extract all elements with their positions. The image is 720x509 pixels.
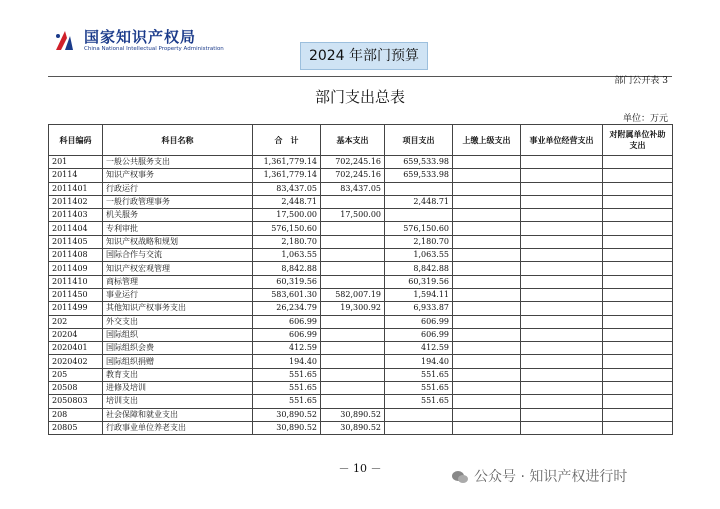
table-cell [453,421,521,434]
table-cell [603,209,673,222]
table-cell: 专利审批 [103,222,253,235]
table-cell [385,408,453,421]
table-cell: 20114 [49,169,103,182]
table-cell: 30,890.52 [253,421,321,434]
table-cell [521,156,603,169]
table-cell [453,408,521,421]
table-cell [521,315,603,328]
table-cell [321,328,385,341]
table-cell: 国际组织 [103,328,253,341]
table-cell [453,209,521,222]
table-cell: 20805 [49,421,103,434]
table-cell: 205 [49,368,103,381]
table-cell [521,209,603,222]
table-row [49,249,673,262]
table-cell [603,169,673,182]
table-cell: 国际合作与交流 [103,249,253,262]
wechat-watermark [452,466,627,486]
table-cell: 2011408 [49,249,103,262]
table-cell [603,288,673,301]
table-cell: 60,319.56 [385,275,453,288]
watermark-text: 公众号 · 知识产权进行时 [474,469,628,485]
table-cell: 商标管理 [103,275,253,288]
table-cell: 60,319.56 [253,275,321,288]
table-cell: 201 [49,156,103,169]
table-row [49,382,673,395]
table-cell: 83,437.05 [321,182,385,195]
table-cell: 606.99 [253,328,321,341]
table-cell [453,355,521,368]
table-cell [603,382,673,395]
table-cell: 194.40 [253,355,321,368]
table-cell [603,342,673,355]
table-cell: 机关服务 [103,209,253,222]
table-cell: 教育支出 [103,368,253,381]
table-cell [453,195,521,208]
table-cell: 576,150.60 [385,222,453,235]
table-row [49,275,673,288]
table-cell: 412.59 [253,342,321,355]
table-cell: 2,448.71 [253,195,321,208]
table-cell [521,288,603,301]
expenditure-table [48,124,673,435]
table-cell [453,328,521,341]
table-cell: 2011450 [49,288,103,301]
table-cell: 知识产权战略和规划 [103,235,253,248]
table-row [49,169,673,182]
table-cell: 6,933.87 [385,302,453,315]
table-cell: 551.65 [385,395,453,408]
table-cell: 551.65 [253,395,321,408]
table-cell [603,315,673,328]
table-cell: 606.99 [385,315,453,328]
table-row [49,355,673,368]
table-cell: 551.65 [385,382,453,395]
table-cell: 国际组织捐赠 [103,355,253,368]
table-cell [321,222,385,235]
table-cell: 17,500.00 [321,209,385,222]
table-cell: 培训支出 [103,395,253,408]
table-cell [453,315,521,328]
table-row [49,222,673,235]
table-cell [453,302,521,315]
table-cell [603,355,673,368]
table-cell: 30,890.52 [253,408,321,421]
table-cell: 19,300.92 [321,302,385,315]
logo-text-cn: 国家知识产权局 [84,28,197,46]
table-header-row [49,125,673,156]
table-cell [521,328,603,341]
table-cell [521,408,603,421]
table-cell [603,195,673,208]
table-cell: 行政运行 [103,182,253,195]
table-cell [453,342,521,355]
unit-label: 单位：万元 [622,114,668,124]
table-cell: 一般行政管理事务 [103,195,253,208]
table-cell: 659,533.98 [385,169,453,182]
table-cell [521,262,603,275]
table-cell [321,382,385,395]
table-cell [321,275,385,288]
table-cell: 551.65 [253,382,321,395]
table-cell [321,315,385,328]
table-cell: 国际组织会费 [103,342,253,355]
table-cell: 2011499 [49,302,103,315]
form-number: 部门公开表 3 [614,76,668,86]
table-cell: 606.99 [385,328,453,341]
table-cell: 1,361,779.14 [253,156,321,169]
table-row [49,408,673,421]
table-cell [321,249,385,262]
table-cell: 1,594.11 [385,288,453,301]
table-cell [321,342,385,355]
column-header: 科目编码 [49,125,103,156]
table-cell [603,395,673,408]
table-cell: 1,063.55 [253,249,321,262]
column-header: 上缴上级支出 [453,125,521,156]
table-cell: 20204 [49,328,103,341]
page-title: 部门支出总表 [314,88,405,106]
table-cell: 2020401 [49,342,103,355]
table-row [49,288,673,301]
table-cell [521,342,603,355]
table-cell [603,368,673,381]
table-cell: 551.65 [385,368,453,381]
table-cell: 83,437.05 [253,182,321,195]
table-cell [521,275,603,288]
table-cell [453,262,521,275]
table-cell [603,235,673,248]
column-header: 事业单位经营支出 [521,125,603,156]
table-row [49,342,673,355]
table-cell [603,156,673,169]
table-cell [603,408,673,421]
table-cell [603,328,673,341]
table-cell: 576,150.60 [253,222,321,235]
table-cell: 582,007.19 [321,288,385,301]
table-cell: 社会保障和就业支出 [103,408,253,421]
table-cell [521,368,603,381]
table-cell: 20508 [49,382,103,395]
table-cell [385,421,453,434]
column-header: 基本支出 [321,125,385,156]
table-cell: 2,180.70 [385,235,453,248]
column-header: 对附属单位补助支出 [603,125,673,156]
column-header: 合 计 [253,125,321,156]
table-cell [603,421,673,434]
table-cell: 2011402 [49,195,103,208]
table-cell [321,395,385,408]
table-cell [321,262,385,275]
table-row [49,156,673,169]
table-row [49,195,673,208]
table-cell: 1,361,779.14 [253,169,321,182]
table-cell [521,222,603,235]
table-cell [453,156,521,169]
budget-year-banner: 2024 年部门预算 [300,42,428,70]
table-cell: 2,180.70 [253,235,321,248]
table-cell [603,302,673,315]
wechat-account-icon [452,470,468,484]
table-cell [521,421,603,434]
table-cell: 202 [49,315,103,328]
table-cell: 2011404 [49,222,103,235]
table-cell: 2011401 [49,182,103,195]
table-row [49,235,673,248]
table-cell: 659,533.98 [385,156,453,169]
table-cell: 412.59 [385,342,453,355]
table-cell: 2011405 [49,235,103,248]
table-cell: 26,234.79 [253,302,321,315]
table-row [49,262,673,275]
table-cell: 2011409 [49,262,103,275]
table-row [49,209,673,222]
table-cell: 1,063.55 [385,249,453,262]
table-cell [453,222,521,235]
table-row [49,395,673,408]
table-row [49,182,673,195]
table-cell: 2,448.71 [385,195,453,208]
table-cell: 583,601.30 [253,288,321,301]
table-cell: 8,842.88 [253,262,321,275]
table-cell: 知识产权宏观管理 [103,262,253,275]
table-cell: 702,245.16 [321,156,385,169]
table-cell [603,182,673,195]
cnipa-logo [52,26,224,56]
table-cell: 进修及培训 [103,382,253,395]
table-cell [521,235,603,248]
table-cell [521,355,603,368]
table-cell: 一般公共服务支出 [103,156,253,169]
table-cell [453,368,521,381]
table-cell [453,169,521,182]
table-cell [521,195,603,208]
table-cell: 30,890.52 [321,408,385,421]
table-cell: 2020402 [49,355,103,368]
table-row [49,368,673,381]
table-cell [453,395,521,408]
table-cell [521,169,603,182]
table-row [49,421,673,434]
table-row [49,302,673,315]
table-cell [453,382,521,395]
table-cell [321,235,385,248]
table-cell [521,395,603,408]
table-cell: 30,890.52 [321,421,385,434]
table-cell: 2050803 [49,395,103,408]
table-cell [453,235,521,248]
table-cell [321,195,385,208]
column-header: 项目支出 [385,125,453,156]
table-cell [385,209,453,222]
table-cell [453,182,521,195]
table-cell: 194.40 [385,355,453,368]
table-cell: 行政事业单位养老支出 [103,421,253,434]
column-header: 科目名称 [103,125,253,156]
table-cell [603,222,673,235]
table-cell: 2011410 [49,275,103,288]
table-cell [521,382,603,395]
table-cell: 551.65 [253,368,321,381]
logo-text-en: China National Intellectual Property Administration [84,46,224,52]
table-cell [321,368,385,381]
table-cell: 2011403 [49,209,103,222]
table-cell: 17,500.00 [253,209,321,222]
table-cell: 事业运行 [103,288,253,301]
cnipa-emblem-icon [52,28,78,54]
table-cell [453,288,521,301]
table-cell: 606.99 [253,315,321,328]
table-cell: 702,245.16 [321,169,385,182]
page-number: － 10 － [338,462,382,475]
table-cell [453,249,521,262]
table-cell: 208 [49,408,103,421]
table-cell: 知识产权事务 [103,169,253,182]
table-cell [453,275,521,288]
table-cell: 其他知识产权事务支出 [103,302,253,315]
table-cell [603,262,673,275]
table-row [49,315,673,328]
table-row [49,328,673,341]
table-cell [385,182,453,195]
table-cell [321,355,385,368]
table-cell: 8,842.88 [385,262,453,275]
table-cell [603,249,673,262]
table-cell [521,182,603,195]
table-cell: 外交支出 [103,315,253,328]
table-cell [521,302,603,315]
header-divider [48,76,672,77]
table-cell [603,275,673,288]
table-cell [521,249,603,262]
